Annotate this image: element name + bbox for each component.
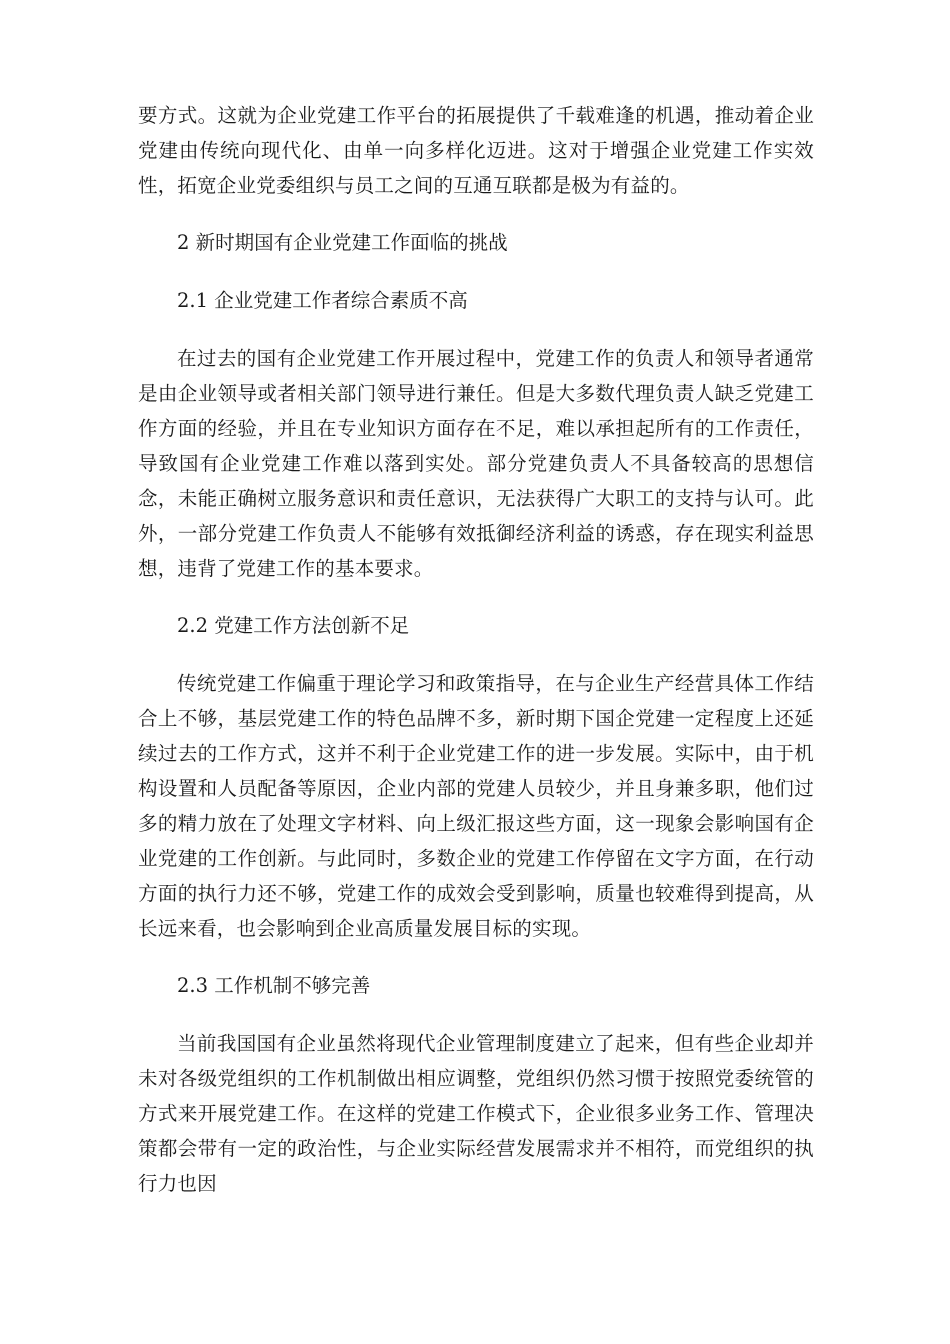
subsection-heading-2-2: 2.2 党建工作方法创新不足 xyxy=(177,614,410,637)
paragraph-2-2: 传统党建工作偏重于理论学习和政策指导，在与企业生产经营具体工作结合上不够，基层党建工作的特色品牌不多，新时期下国企党建一定程度上还延续过去的工作方式，这并不利于企业党建工作的进一步发展。实际中，由于机构设置和人员配备等原因，企业内部的党建人员较少，并且身兼多职，他们过多的精力放在了处理文字材料、向上级汇报这些方面，这一现象会影响国有企业党建的工作创新。与此同时，多数企业的党建工作停留在文字方面，在行动方面的执行力还不够，党建工作的成效会受到影响，质量也较难得到提高，从长远来看，也会影响到企业高质量发展目标的实现。 xyxy=(138,672,814,940)
paragraph-continued: 要方式。这就为企业党建工作平台的拓展提供了千载难逢的机遇，推动着企业党建由传统向现代化、由单一向多样化迈进。这对于增强企业党建工作实效性，拓宽企业党委组织与员工之间的互通互联都是极为有益的。 xyxy=(138,104,814,197)
subsection-heading-2-1: 2.1 企业党建工作者综合素质不高 xyxy=(177,289,468,312)
paragraph-2-1: 在过去的国有企业党建工作开展过程中，党建工作的负责人和领导者通常是由企业领导或者相关部门领导进行兼任。但是大多数代理负责人缺乏党建工作方面的经验，并且在专业知识方面存在不足，难以承担起所有的工作责任，导致国有企业党建工作难以落到实处。部分党建负责人不具备较高的思想信念，未能正确树立服务意识和责任意识，无法获得广大职工的支持与认可。此外，一部分党建工作负责人不能够有效抵御经济利益的诱惑，存在现实利益思想，违背了党建工作的基本要求。 xyxy=(138,347,814,580)
section-heading-2: 2 新时期国有企业党建工作面临的挑战 xyxy=(177,231,508,254)
paragraph-2-3: 当前我国国有企业虽然将现代企业管理制度建立了起来，但有些企业却并未对各级党组织的工作机制做出相应调整，党组织仍然习惯于按照党委统管的方式来开展党建工作。在这样的党建工作模式下，企业很多业务工作、管理决策都会带有一定的政治性，与企业实际经营发展需求并不相符，而党组织的执行力也因 xyxy=(138,1032,814,1195)
subsection-heading-2-3: 2.3 工作机制不够完善 xyxy=(177,974,371,997)
document-body xyxy=(138,98,814,1201)
